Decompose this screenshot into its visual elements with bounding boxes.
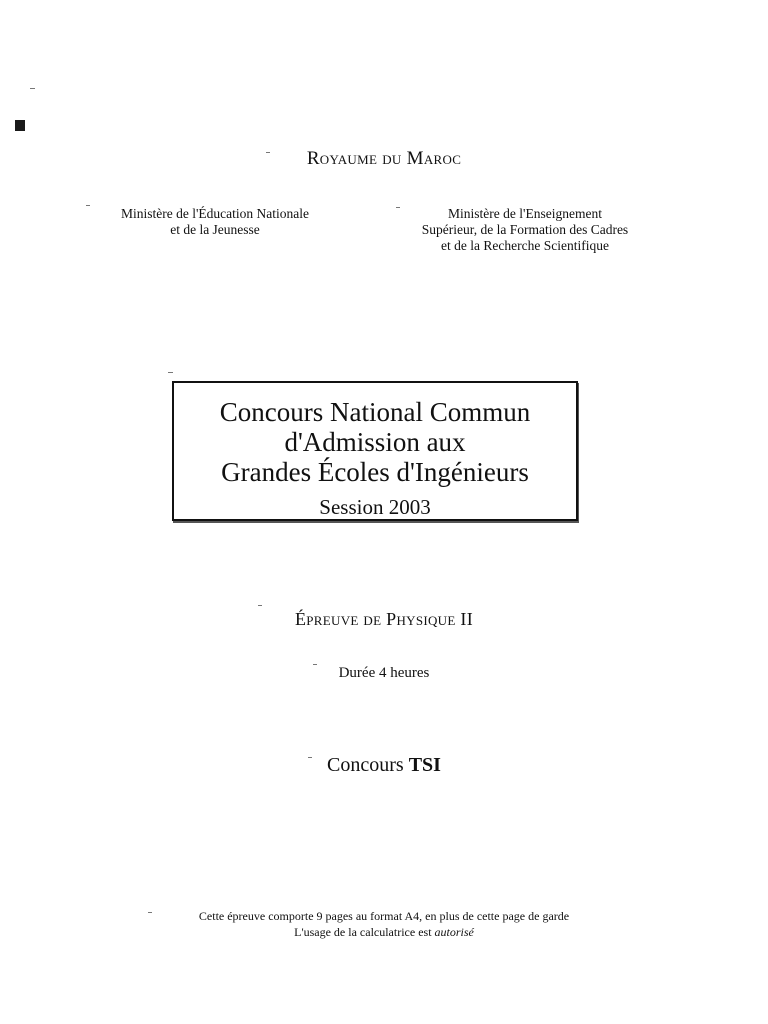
contest-track-name: TSI — [408, 754, 441, 776]
scan-tick — [258, 605, 262, 606]
ministry-higher-education-line: Supérieur, de la Formation des Cadres — [421, 222, 629, 237]
ministry-education-line: et de la Jeunesse — [170, 222, 260, 237]
footer-calculator-prefix: L'usage de la calculatrice est — [294, 925, 432, 939]
scan-tick — [168, 372, 173, 373]
footer-notes — [0, 908, 768, 940]
ministry-education-line: Ministère de l'Éducation Nationale — [121, 206, 309, 221]
contest-title-line: d'Admission aux — [284, 427, 466, 457]
country-heading: Royaume du Maroc — [306, 148, 462, 169]
contest-track-prefix: Concours — [327, 754, 404, 776]
footer-calculator-status: autorisé — [434, 925, 474, 939]
footer-page-count: Cette épreuve comporte 9 pages au format A4, en plus de cette page de garde — [198, 909, 570, 923]
exam-duration: Durée 4 heures — [338, 665, 430, 681]
session-label: Session 2003 — [319, 495, 431, 519]
ministry-education — [90, 206, 340, 238]
ministry-higher-education — [385, 206, 665, 254]
scan-tick — [30, 88, 35, 89]
scan-mark — [15, 120, 25, 131]
contest-track — [0, 754, 768, 777]
contest-title-box — [172, 381, 578, 521]
ministry-higher-education-line: et de la Recherche Scientifique — [441, 238, 609, 253]
ministry-higher-education-line: Ministère de l'Enseignement — [448, 206, 602, 221]
contest-title-line: Grandes Écoles d'Ingénieurs — [221, 457, 529, 487]
exam-title: Épreuve de Physique II — [294, 609, 474, 629]
contest-title-line: Concours National Commun — [219, 397, 531, 427]
footer-calculator-note — [0, 924, 768, 940]
